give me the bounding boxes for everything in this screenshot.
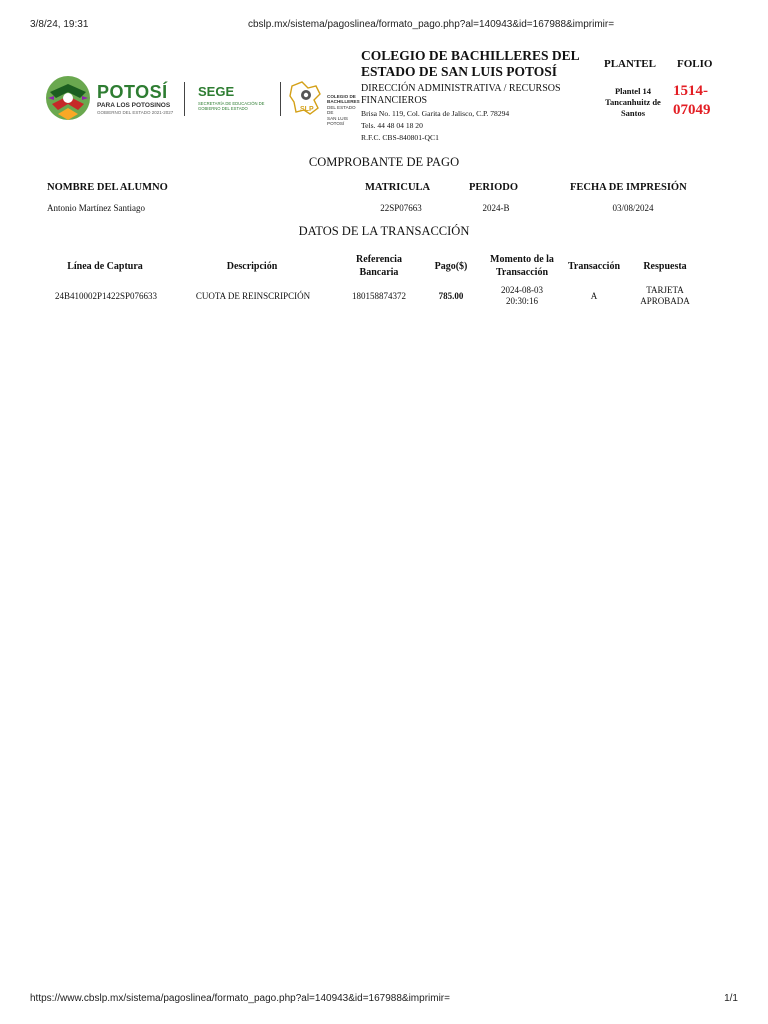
potosi-government-text: GOBIERNO DEL ESTADO 2021-2027 — [97, 110, 174, 115]
th-descripcion: Descripción — [226, 261, 278, 272]
fecha-impresion-label: FECHA DE IMPRESIÓN — [570, 182, 687, 193]
potosi-wordmark: POTOSÍ — [97, 82, 168, 102]
td-respuesta-line: TARJETA — [646, 285, 684, 295]
periodo-value: 2024-B — [482, 203, 510, 213]
folio-value-line: 07049 — [673, 102, 711, 118]
slp-text — [327, 94, 360, 126]
td-referencia-bancaria: 180158874372 — [352, 291, 406, 301]
slp-state-map-icon — [286, 78, 328, 120]
fecha-impresion-value: 03/08/2024 — [612, 203, 654, 213]
potosi-subtitle: PARA LOS POTOSINOS — [97, 102, 171, 109]
td-respuesta-line: APROBADA — [640, 296, 690, 306]
potosi-logo-icon — [44, 74, 92, 122]
slp-text-line: BACHILLERES — [327, 99, 360, 105]
th-respuesta: Respuesta — [643, 261, 687, 272]
plantel-value — [596, 86, 670, 119]
logo-divider — [280, 82, 281, 116]
institution-rfc: R.F.C. CBS-840801-QC1 — [361, 133, 439, 142]
institution-name-line2: ESTADO DE SAN LUIS POTOSÍ — [361, 64, 558, 79]
transaction-title: DATOS DE LA TRANSACCIÓN — [298, 224, 470, 238]
student-name-label: NOMBRE DEL ALUMNO — [47, 182, 168, 193]
folio-value-line: 1514- — [673, 83, 708, 99]
td-linea-captura: 24B410002P1422SP076633 — [54, 291, 158, 301]
td-descripcion: CUOTA DE REINSCRIPCIÓN — [195, 291, 311, 301]
print-date: 3/8/24, 19:31 — [30, 19, 89, 30]
plantel-value-line: Plantel 14 — [614, 86, 652, 96]
th-pago: Pago($) — [434, 261, 468, 272]
th-transaccion: Transacción — [567, 261, 621, 272]
print-footer-url: https://www.cbslp.mx/sistema/pagoslinea/formato_pago.php?al=140943&id=167988&imprimir= — [30, 993, 450, 1004]
td-respuesta — [627, 285, 703, 307]
folio-value — [673, 82, 711, 120]
th-momento-line: Transacción — [495, 267, 549, 278]
th-momento-line: Momento de la — [490, 254, 554, 265]
th-momento-transaccion — [479, 253, 565, 279]
institution-name-line1: COLEGIO DE BACHILLERES DEL — [361, 48, 580, 63]
th-linea-captura: Línea de Captura — [67, 261, 143, 272]
td-momento-date: 2024-08-03 — [501, 285, 543, 295]
plantel-value-line: Santos — [620, 108, 646, 118]
student-name: Antonio Martínez Santiago — [47, 203, 145, 213]
matricula-label: MATRICULA — [365, 182, 431, 193]
periodo-label: PERIODO — [469, 182, 519, 193]
logos-banner — [44, 74, 360, 127]
slp-label: SLP — [300, 106, 314, 113]
sege-subtitle: SECRETARÍA DE EDUCACIÓN DE GOBIERNO DEL ESTADO — [198, 101, 265, 111]
folio-label: FOLIO — [677, 58, 713, 70]
sege-wordmark: SEGE — [198, 84, 235, 99]
print-page-count: 1/1 — [724, 993, 738, 1004]
th-referencia-bancaria — [334, 253, 424, 279]
slp-text-line: COLEGIO DE — [327, 94, 356, 99]
institution-phone: Tels. 44 48 04 18 20 — [361, 121, 423, 130]
receipt-title: COMPROBANTE DE PAGO — [308, 155, 460, 169]
td-momento-time: 20:30:16 — [505, 296, 538, 306]
th-referencia-line: Referencia — [356, 254, 402, 265]
logo-divider — [184, 82, 185, 116]
slp-text-line: SAN LUIS POTOSÍ — [327, 115, 348, 127]
institution-block — [361, 48, 586, 144]
plantel-label: PLANTEL — [604, 58, 656, 70]
td-transaccion: A — [590, 291, 598, 301]
matricula-value: 22SP07663 — [380, 203, 422, 213]
td-pago: 785.00 — [438, 291, 464, 301]
print-url: cbslp.mx/sistema/pagoslinea/formato_pago.php?al=140943&id=167988&imprimir= — [248, 19, 615, 30]
th-referencia-line: Bancaria — [359, 267, 399, 278]
institution-address: Brisa No. 119, Col. Garita de Jalisco, C.P. 78294 — [361, 109, 510, 118]
td-momento-transaccion — [479, 285, 565, 307]
institution-department: DIRECCIÓN ADMINISTRATIVA / RECURSOS FINANCIEROS — [361, 83, 561, 106]
plantel-value-line: Tancanhuitz de — [605, 97, 661, 107]
slp-text-line: DEL ESTADO DE — [327, 104, 356, 116]
